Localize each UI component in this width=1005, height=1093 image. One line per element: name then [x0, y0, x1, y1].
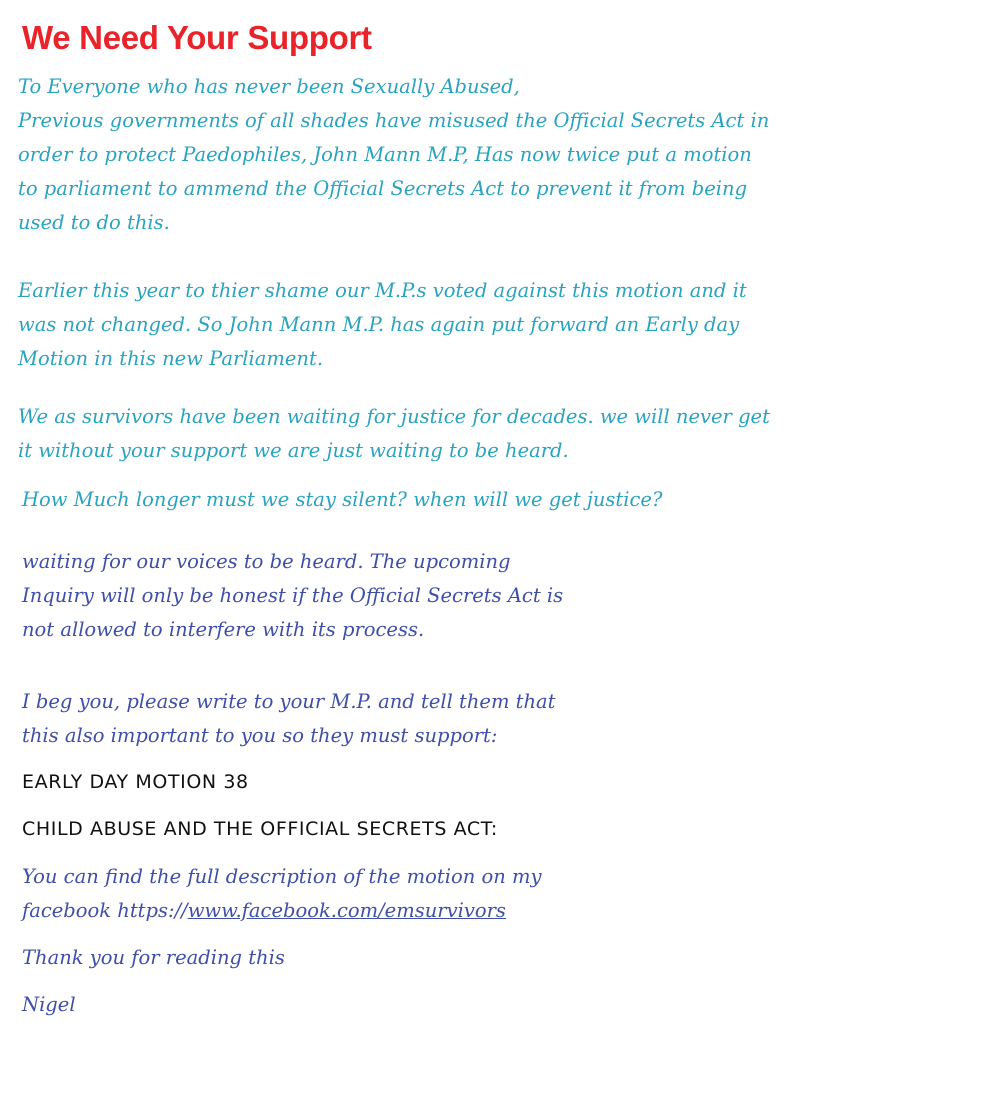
- text-line: waiting for our voices to be heard. The upcoming: [22, 550, 511, 573]
- text-line: [22, 894, 541, 928]
- text-line: Inquiry will only be honest if the Official Secrets Act is: [22, 584, 564, 607]
- paragraph-vote: [18, 274, 747, 376]
- text-line: not allowed to interfere with its process.: [22, 618, 425, 641]
- text-line: I beg you, please write to your M.P. and tell them that: [22, 690, 556, 713]
- text-line: We as survivors have been waiting for justice for decades. we will never get: [18, 405, 770, 428]
- paragraph-survivors: [18, 400, 770, 468]
- signature: Nigel: [22, 993, 76, 1016]
- motion-title: CHILD ABUSE AND THE OFFICIAL SECRETS ACT:: [22, 818, 498, 840]
- facebook-label: facebook https://: [22, 899, 188, 922]
- text-line: order to protect Paedophiles, John Mann M.P, Has now twice put a motion: [18, 143, 752, 166]
- text-line: Earlier this year to thier shame our M.P.s voted against this motion and it: [18, 279, 747, 302]
- facebook-link[interactable]: www.facebook.com/emsurvivors: [187, 899, 506, 922]
- text-line: used to do this.: [18, 211, 170, 234]
- page-title: We Need Your Support: [22, 19, 372, 56]
- text-line: to parliament to ammend the Official Secrets Act to prevent it from being: [18, 177, 748, 200]
- text-line: was not changed. So John Mann M.P. has again put forward an Early day: [18, 313, 740, 336]
- text-line: You can find the full description of the motion on my: [22, 865, 542, 888]
- paragraph-plea: [22, 685, 556, 753]
- paragraph-facebook: [22, 860, 541, 928]
- text-line: To Everyone who has never been Sexually Abused,: [18, 75, 520, 98]
- text-line: this also important to you so they must support:: [22, 724, 498, 747]
- motion-number: EARLY DAY MOTION 38: [22, 771, 249, 793]
- thanks-line: Thank you for reading this: [22, 946, 285, 969]
- text-line: it without your support we are just waiting to be heard.: [18, 439, 569, 462]
- paragraph-inquiry: [22, 545, 563, 647]
- text-line: Previous governments of all shades have misused the Official Secrets Act in: [18, 109, 770, 132]
- paragraph-intro: [18, 70, 769, 240]
- text-line: Motion in this new Parliament.: [18, 347, 324, 370]
- text-line: How Much longer must we stay silent? when will we get justice?: [22, 488, 663, 511]
- paragraph-question: [22, 483, 662, 517]
